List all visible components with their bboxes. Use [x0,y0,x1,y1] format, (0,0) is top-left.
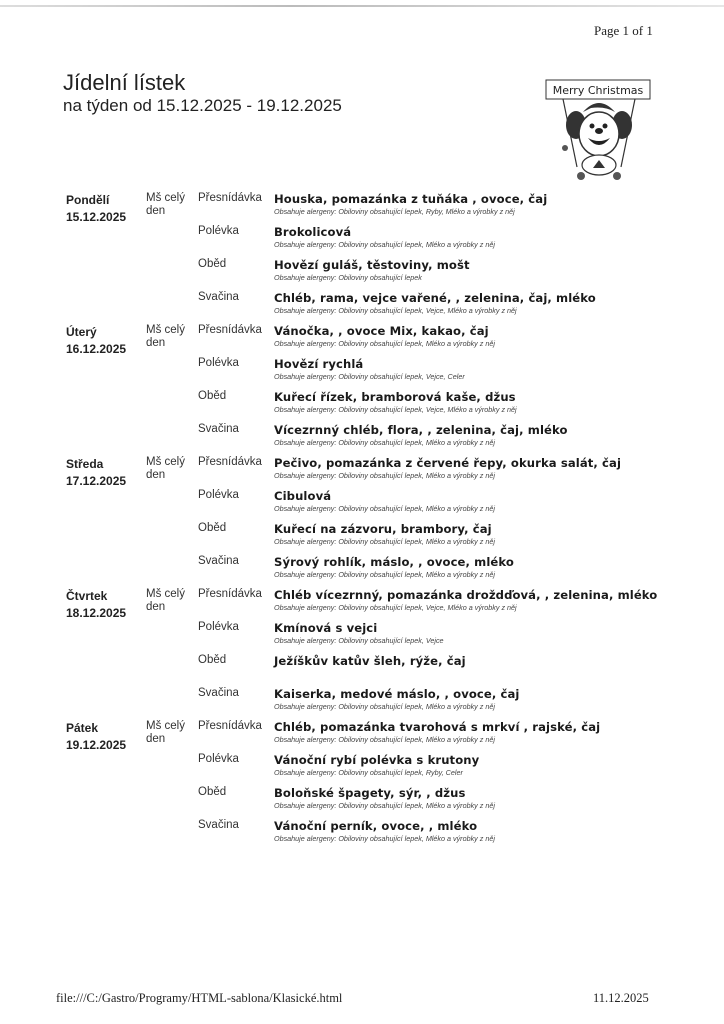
meal-type: Svačina [198,687,239,699]
meal-allergens: Obsahuje alergeny: Obiloviny obsahující lepek [274,273,422,282]
day-date: 19.12.2025 [66,738,127,752]
meal-body [274,291,596,315]
meal-row [198,753,666,786]
meal-name: Brokolicová [274,225,352,239]
meal-allergens: Obsahuje alergeny: Obiloviny obsahující lepek, Mléko a výrobky z něj [274,735,495,744]
meal-type: Svačina [198,819,239,831]
meal-name: Kuřecí na zázvoru, brambory, čaj [274,522,492,536]
meal-body [274,687,519,711]
day-date: 17.12.2025 [66,474,127,488]
meal-body [274,654,466,669]
meal-name: Vícezrnný chléb, flora, , zelenina, čaj, mléko [274,423,568,437]
meal-name: Kuřecí řízek, bramborová kaše, džus [274,390,516,404]
meal-allergens: Obsahuje alergeny: Obiloviny obsahující lepek, Vejce, Celer [274,372,465,381]
scan-edge-line [0,5,724,7]
meal-allergens: Obsahuje alergeny: Obiloviny obsahující lepek, Ryby, Celer [274,768,463,777]
meal-row [198,390,666,423]
day-name: Pondělí [66,193,110,207]
day-section [66,720,666,852]
meal-row [198,456,666,489]
meal-body [274,357,465,381]
meal-name: Chléb, pomazánka tvarohová s mrkví , rajské, čaj [274,720,601,734]
meal-body [274,258,470,282]
meal-allergens: Obsahuje alergeny: Obiloviny obsahující lepek, Ryby, Mléko a výrobky z něj [274,207,515,216]
meal-row [198,621,666,654]
meal-body [274,192,547,216]
day-label [66,720,144,754]
meal-body [274,456,621,480]
meal-allergens: Obsahuje alergeny: Obiloviny obsahující lepek, Vejce, Mléko a výrobky z něj [274,603,517,612]
meal-body [274,324,495,348]
meal-body [274,588,657,612]
meal-row [198,720,666,753]
day-name: Středa [66,457,104,471]
meal-allergens: Obsahuje alergeny: Obiloviny obsahující lepek, Vejce [274,636,444,645]
meal-body [274,753,479,777]
day-name: Čtvrtek [66,589,108,603]
meal-row [198,423,666,456]
meal-allergens: Obsahuje alergeny: Obiloviny obsahující lepek, Mléko a výrobky z něj [274,702,495,711]
meal-row [198,555,666,588]
meal-type: Oběd [198,654,227,666]
page-title: Jídelní lístek [63,70,186,95]
meal-body [274,555,514,579]
meal-name: Chléb vícezrnný, pomazánka droždďová, , zelenina, mléko [274,588,658,602]
meal-type: Polévka [198,489,239,501]
page-subtitle: na týden od 15.12.2025 - 19.12.2025 [63,96,342,115]
meal-type: Svačina [198,423,239,435]
group-label: Mš celý den [146,720,185,745]
christmas-dog-icon [543,72,653,184]
meal-row [198,522,666,555]
meal-name: Boloňské špagety, sýr, , džus [274,786,466,800]
meal-allergens: Obsahuje alergeny: Obiloviny obsahující lepek, Vejce, Mléko a výrobky z něj [274,306,517,315]
meal-row [198,357,666,390]
meal-allergens: Obsahuje alergeny: Obiloviny obsahující lepek, Mléko a výrobky z něj [274,339,495,348]
meal-body [274,720,600,744]
meal-type: Oběd [198,390,227,402]
meal-type: Přesnídávka [198,720,262,732]
meal-row [198,588,666,621]
meal-allergens: Obsahuje alergeny: Obiloviny obsahující lepek, Mléko a výrobky z něj [274,834,495,843]
meal-body [274,489,495,513]
day-section [66,456,666,588]
meal-type: Polévka [198,753,239,765]
meal-name: Hovězí rychlá [274,357,364,371]
meal-list [198,588,666,720]
group-label: Mš celý den [146,324,185,349]
meal-allergens: Obsahuje alergeny: Obiloviny obsahující lepek, Mléko a výrobky z něj [274,504,495,513]
meal-row [198,291,666,324]
meal-body [274,225,495,249]
meal-allergens: Obsahuje alergeny: Obiloviny obsahující lepek, Mléko a výrobky z něj [274,438,495,447]
meal-type: Přesnídávka [198,192,262,204]
meal-body [274,621,444,645]
meal-name: Kmínová s vejci [274,621,378,635]
meal-name: Vánoční perník, ovoce, , mléko [274,819,478,833]
meal-allergens: Obsahuje alergeny: Obiloviny obsahující lepek, Vejce, Mléko a výrobky z něj [274,405,517,414]
day-label [66,324,144,358]
day-date: 16.12.2025 [66,342,127,356]
page-indicator: Page 1 of 1 [594,23,653,38]
group-label: Mš celý den [146,456,185,481]
meal-row [198,819,666,852]
day-section [66,324,666,456]
meal-type: Polévka [198,225,239,237]
meal-name: Hovězí guláš, těstoviny, mošt [274,258,470,272]
meal-type: Svačina [198,291,239,303]
meal-type: Přesnídávka [198,456,262,468]
meal-body [274,522,495,546]
meal-type: Oběd [198,258,227,270]
day-date: 18.12.2025 [66,606,127,620]
meal-type: Přesnídávka [198,588,262,600]
meal-row [198,225,666,258]
meal-list [198,324,666,456]
merry-christmas-caption: Merry Christmas [552,84,644,97]
meal-type: Oběd [198,522,227,534]
day-date: 15.12.2025 [66,210,127,224]
day-label [66,456,144,490]
meal-name: Pečivo, pomazánka z červené řepy, okurka salát, čaj [274,456,622,470]
day-section [66,192,666,324]
meal-name: Vánoční rybí polévka s krutony [274,753,480,767]
meal-allergens: Obsahuje alergeny: Obiloviny obsahující lepek, Mléko a výrobky z něj [274,801,495,810]
meal-body [274,423,568,447]
meal-name: Ježíškův katův šleh, rýže, čaj [274,654,466,668]
meal-allergens: Obsahuje alergeny: Obiloviny obsahující lepek, Mléko a výrobky z něj [274,240,495,249]
meal-type: Svačina [198,555,239,567]
meal-name: Sýrový rohlík, máslo, , ovoce, mléko [274,555,514,569]
day-label [66,588,144,622]
day-name: Pátek [66,721,99,735]
meal-name: Vánočka, , ovoce Mix, kakao, čaj [274,324,489,338]
meal-allergens: Obsahuje alergeny: Obiloviny obsahující lepek, Mléko a výrobky z něj [274,471,495,480]
meal-type: Polévka [198,621,239,633]
footer-file-path: file:///C:/Gastro/Programy/HTML-sablona/Klasické.html [56,991,343,1005]
group-label: Mš celý den [146,192,185,217]
weekly-menu [66,192,666,852]
meal-row [198,258,666,291]
meal-body [274,390,517,414]
meal-type: Polévka [198,357,239,369]
day-label [66,192,144,226]
meal-row [198,324,666,357]
meal-body [274,786,495,810]
meal-row [198,192,666,225]
footer-print-date: 11.12.2025 [593,991,649,1005]
meal-row [198,687,666,720]
meal-name: Cibulová [274,489,332,503]
meal-name: Kaiserka, medové máslo, , ovoce, čaj [274,687,520,701]
day-section [66,588,666,720]
meal-list [198,720,666,852]
meal-row [198,786,666,819]
meal-list [198,192,666,324]
meal-list [198,456,666,588]
group-label: Mš celý den [146,588,185,613]
meal-type: Oběd [198,786,227,798]
meal-allergens: Obsahuje alergeny: Obiloviny obsahující lepek, Mléko a výrobky z něj [274,537,495,546]
meal-type: Přesnídávka [198,324,262,336]
christmas-dog-illustration [543,72,653,184]
meal-name: Houska, pomazánka z tuňáka , ovoce, čaj [274,192,548,206]
meal-allergens: Obsahuje alergeny: Obiloviny obsahující lepek, Mléko a výrobky z něj [274,570,495,579]
meal-body [274,819,495,843]
meal-name: Chléb, rama, vejce vařené, , zelenina, čaj, mléko [274,291,596,305]
day-name: Úterý [66,325,97,339]
meal-row [198,654,666,687]
meal-row [198,489,666,522]
